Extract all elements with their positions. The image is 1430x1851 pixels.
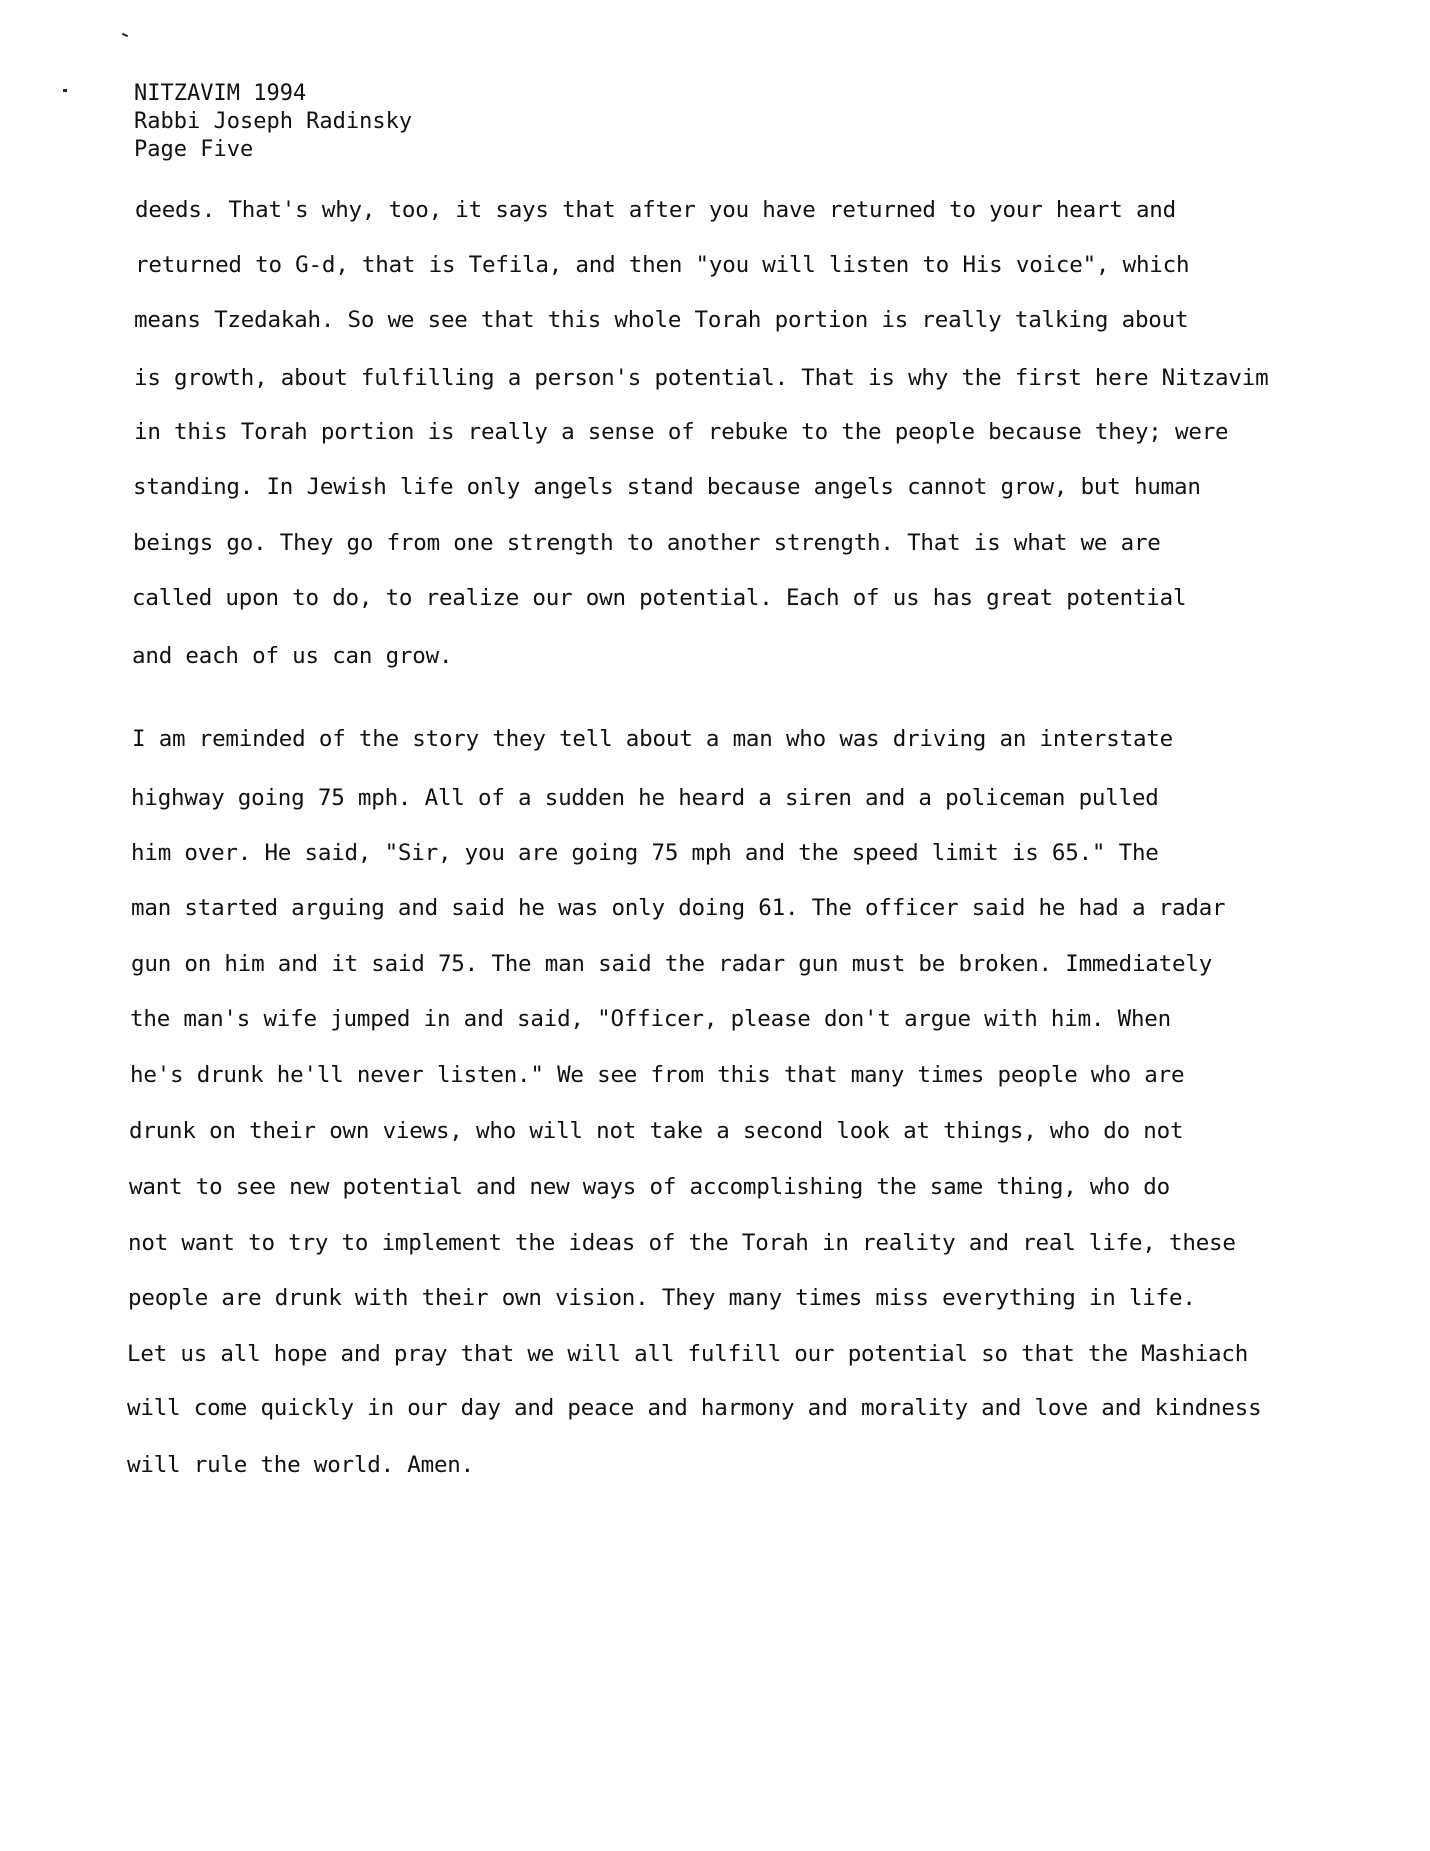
text-line: returned to G-d, that is Tefila, and then "you will listen to His voice", which [135,252,1190,278]
text-line: the man's wife jumped in and said, "Officer, please don't argue with him. When [130,1006,1171,1032]
text-line: will rule the world. Amen. [127,1452,474,1478]
text-line: deeds. That's why, too, it says that after you have returned to your heart and [135,197,1176,223]
scan-speck [63,89,67,92]
text-line: called upon to do, to realize our own potential. Each of us has great potential [132,585,1187,611]
text-line: means Tzedakah. So we see that this whole Torah portion is really talking about [134,307,1189,333]
text-line: want to see new potential and new ways of accomplishing the same thing, who do [129,1174,1170,1200]
text-line: and each of us can grow. [132,643,453,669]
text-line: beings go. They go from one strength to another strength. That is what we are [133,530,1161,556]
text-line: gun on him and it said 75. The man said the radar gun must be broken. Immediately [131,951,1213,977]
page-number: Page Five [134,137,254,162]
text-line: is growth, about fulfilling a person's potential. That is why the first here Nitzavim [134,365,1269,391]
text-line: people are drunk with their own vision. They many times miss everything in life. [128,1285,1196,1311]
text-line: he's drunk he'll never listen." We see from this that many times people who are [130,1062,1185,1088]
text-line: will come quickly in our day and peace and harmony and morality and love and kindness [127,1395,1262,1421]
scan-speck [122,33,128,37]
document-header [134,80,412,164]
text-line: standing. In Jewish life only angels stand because angels cannot grow, but human [133,474,1201,500]
document-title: NITZAVIM 1994 [134,81,307,106]
document-author: Rabbi Joseph Radinsky [134,109,413,134]
text-line: Let us all hope and pray that we will all fulfill our potential so that the Mashiach [127,1341,1249,1367]
text-line: highway going 75 mph. All of a sudden he heard a siren and a policeman pulled [131,785,1159,811]
text-line: not want to try to implement the ideas of the Torah in reality and real life, these [128,1230,1236,1256]
text-line: in this Torah portion is really a sense of rebuke to the people because they; were [134,419,1229,445]
text-line: man started arguing and said he was only doing 61. The officer said he had a radar [131,895,1226,921]
text-line: him over. He said, "Sir, you are going 75 mph and the speed limit is 65." The [131,840,1159,866]
text-line: I am reminded of the story they tell about a man who was driving an interstate [132,726,1173,752]
text-line: drunk on their own views, who will not take a second look at things, who do not [129,1118,1184,1144]
